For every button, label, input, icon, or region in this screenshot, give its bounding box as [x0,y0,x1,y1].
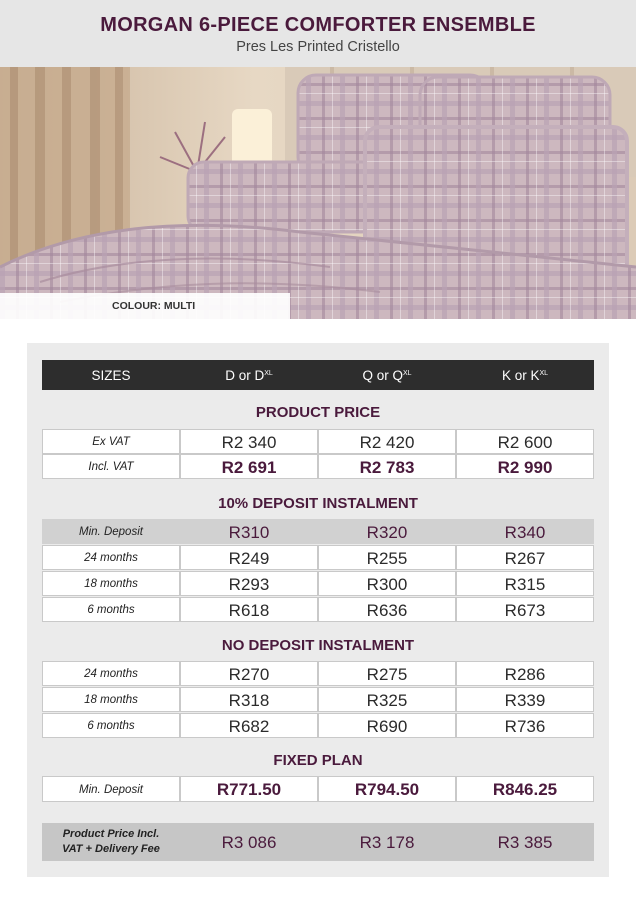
header-queen-sup: XL [402,370,412,377]
price-cell: R318 [180,687,318,712]
header-queen-base: Q or Q [362,368,403,383]
header-double-sup: XL [264,370,273,377]
price-cell: R736 [456,713,594,738]
table-row [42,519,594,544]
section-title-fixed-plan: FIXED PLAN [273,752,363,769]
header-king-base: K or K [501,368,540,383]
table-row [42,776,594,802]
row-label: Incl. VAT [42,454,180,479]
price-cell: R339 [456,687,594,712]
row-label: 24 months [42,545,180,570]
price-cell: R636 [318,597,456,622]
price-cell: R249 [180,545,318,570]
table-row [42,454,594,479]
table-row [42,545,594,570]
price-cell: R255 [318,545,456,570]
price-cell: R340 [456,519,594,544]
total-row [42,823,594,861]
total-label [42,823,180,861]
header-double [180,360,318,390]
price-cell: R2 420 [318,429,456,454]
price-cell: R2 600 [456,429,594,454]
total-label-line1: Product Price Incl. [62,828,160,840]
section-title-product-price: PRODUCT PRICE [255,404,381,421]
price-cell: R293 [180,571,318,596]
price-cell: R310 [180,519,318,544]
colour-label: COLOUR: MULTI [0,293,290,319]
row-label: 6 months [42,597,180,622]
product-subtitle: Pres Les Printed Cristello [236,39,400,55]
table-row [42,661,594,686]
row-label: 6 months [42,713,180,738]
price-cell: R690 [318,713,456,738]
section-title-deposit-instalment: 10% DEPOSIT INSTALMENT [218,495,418,512]
product-title: MORGAN 6-PIECE COMFORTER ENSEMBLE [100,14,536,36]
price-cell: R267 [456,545,594,570]
price-cell: R682 [180,713,318,738]
price-cell: R286 [456,661,594,686]
price-cell: R2 990 [456,454,594,479]
price-cell: R2 340 [180,429,318,454]
product-photo [0,67,636,319]
table-row [42,713,594,738]
price-cell: R618 [180,597,318,622]
total-price-cell: R3 385 [456,823,594,861]
row-label: 24 months [42,661,180,686]
row-label: Min. Deposit [42,519,180,544]
page-header [0,0,636,67]
table-row [42,687,594,712]
total-price-cell: R3 086 [180,823,318,861]
row-label: Ex VAT [42,429,180,454]
table-row [42,571,594,596]
price-cell: R315 [456,571,594,596]
price-cell: R771.50 [180,776,318,802]
price-cell: R270 [180,661,318,686]
row-label: Min. Deposit [42,776,180,802]
price-cell: R846.25 [456,776,594,802]
price-cell: R2 783 [318,454,456,479]
header-double-base: D or D [225,368,265,383]
row-label: 18 months [42,687,180,712]
price-cell: R300 [318,571,456,596]
header-king [456,360,594,390]
total-price-cell: R3 178 [318,823,456,861]
header-king-sup: XL [539,370,549,377]
price-cell: R275 [318,661,456,686]
section-title-no-deposit-instalment: NO DEPOSIT INSTALMENT [221,637,415,654]
price-cell: R673 [456,597,594,622]
table-row [42,597,594,622]
table-row [42,429,594,454]
total-label-line2: VAT + Delivery Fee [62,843,160,855]
price-cell: R320 [318,519,456,544]
header-queen [318,360,456,390]
price-cell: R325 [318,687,456,712]
price-cell: R794.50 [318,776,456,802]
price-cell: R2 691 [180,454,318,479]
row-label: 18 months [42,571,180,596]
table-header [42,360,594,390]
header-sizes: SIZES [91,368,131,383]
